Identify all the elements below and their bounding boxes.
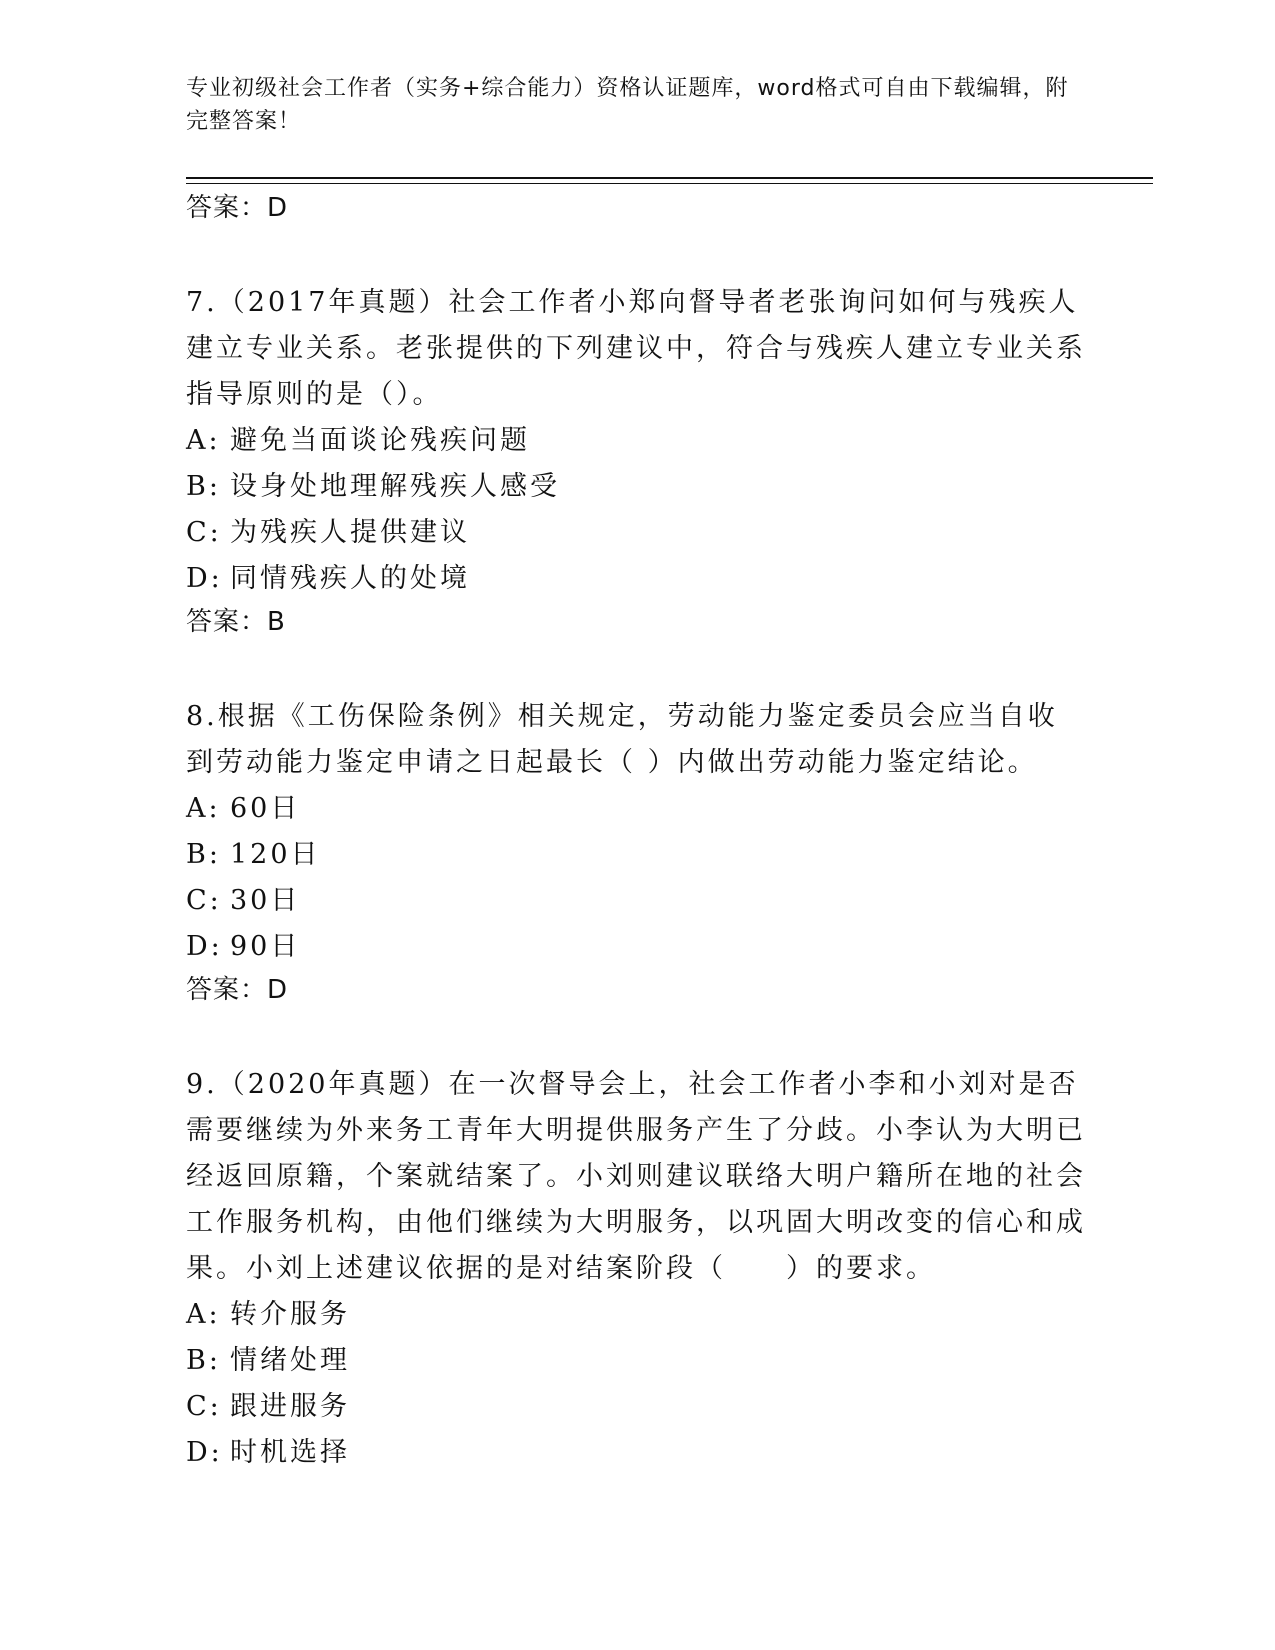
option-key: D:	[186, 563, 223, 594]
option-b	[186, 464, 1086, 510]
question-text: 9.（2020年真题）在一次督导会上，社会工作者小李和小刘对是否需要继续为外来务工青年大明提供服务产生了分歧。小李认为大明已经返回原籍，个案就结案了。小刘则建议联络大明户籍所在地的社会工作服务机构，由他们继续为大明服务，以巩固大明改变的信心和成果。小刘上述建议依据的是对结案阶段（ ）的要求。	[186, 1069, 1086, 1284]
option-key: D:	[186, 1437, 223, 1468]
option-text: 转介服务	[230, 1299, 350, 1330]
option-text: 60日	[230, 793, 301, 824]
option-key: D:	[186, 931, 223, 962]
option-text: 情绪处理	[230, 1345, 350, 1376]
document-header	[186, 72, 1086, 138]
option-d	[186, 556, 1086, 602]
question-block	[186, 694, 1086, 1016]
option-text: 同情残疾人的处境	[230, 563, 470, 594]
option-a	[186, 418, 1086, 464]
option-c	[186, 510, 1086, 556]
option-a	[186, 1292, 1086, 1338]
option-b	[186, 1338, 1086, 1384]
option-c	[186, 878, 1086, 924]
spacer	[186, 1016, 1086, 1062]
option-text: 设身处地理解残疾人感受	[230, 471, 560, 502]
answer-text: 答案：B	[186, 607, 286, 637]
question-block	[186, 1062, 1086, 1476]
spacer	[186, 648, 1086, 694]
header-rule-thick	[186, 177, 1153, 179]
option-text: 30日	[230, 885, 301, 916]
header-text: 专业初级社会工作者（实务+综合能力）资格认证题库，word格式可自由下载编辑，附完整答案！	[186, 76, 1069, 134]
answer-text: 答案：D	[186, 975, 289, 1005]
option-b	[186, 832, 1086, 878]
option-key: B:	[186, 471, 221, 502]
option-key: A:	[186, 1299, 221, 1330]
spacer	[186, 234, 1086, 280]
option-text: 跟进服务	[230, 1391, 350, 1422]
option-key: C:	[186, 517, 222, 548]
question-block	[186, 280, 1086, 648]
option-text: 时机选择	[230, 1437, 350, 1468]
option-key: B:	[186, 1345, 221, 1376]
option-d	[186, 924, 1086, 970]
question-text: 7.（2017年真题）社会工作者小郑向督导者老张询问如何与残疾人建立专业关系。老张提供的下列建议中，符合与残疾人建立专业关系指导原则的是（）。	[186, 287, 1086, 410]
option-key: A:	[186, 793, 221, 824]
option-key: B:	[186, 839, 221, 870]
question-text: 8.根据《工伤保险条例》相关规定，劳动能力鉴定委员会应当自收到劳动能力鉴定申请之日起最长（ ）内做出劳动能力鉴定结论。	[186, 701, 1058, 778]
option-text: 90日	[230, 931, 301, 962]
option-d	[186, 1430, 1086, 1476]
option-key: C:	[186, 1391, 222, 1422]
previous-answer: 答案：D	[186, 193, 289, 223]
option-key: C:	[186, 885, 222, 916]
option-a	[186, 786, 1086, 832]
option-c	[186, 1384, 1086, 1430]
option-key: A:	[186, 425, 221, 456]
option-text: 避免当面谈论残疾问题	[230, 425, 530, 456]
option-text: 120日	[230, 839, 321, 870]
header-rule-thin	[186, 183, 1153, 184]
option-text: 为残疾人提供建议	[230, 517, 470, 548]
question-list	[186, 188, 1086, 1476]
